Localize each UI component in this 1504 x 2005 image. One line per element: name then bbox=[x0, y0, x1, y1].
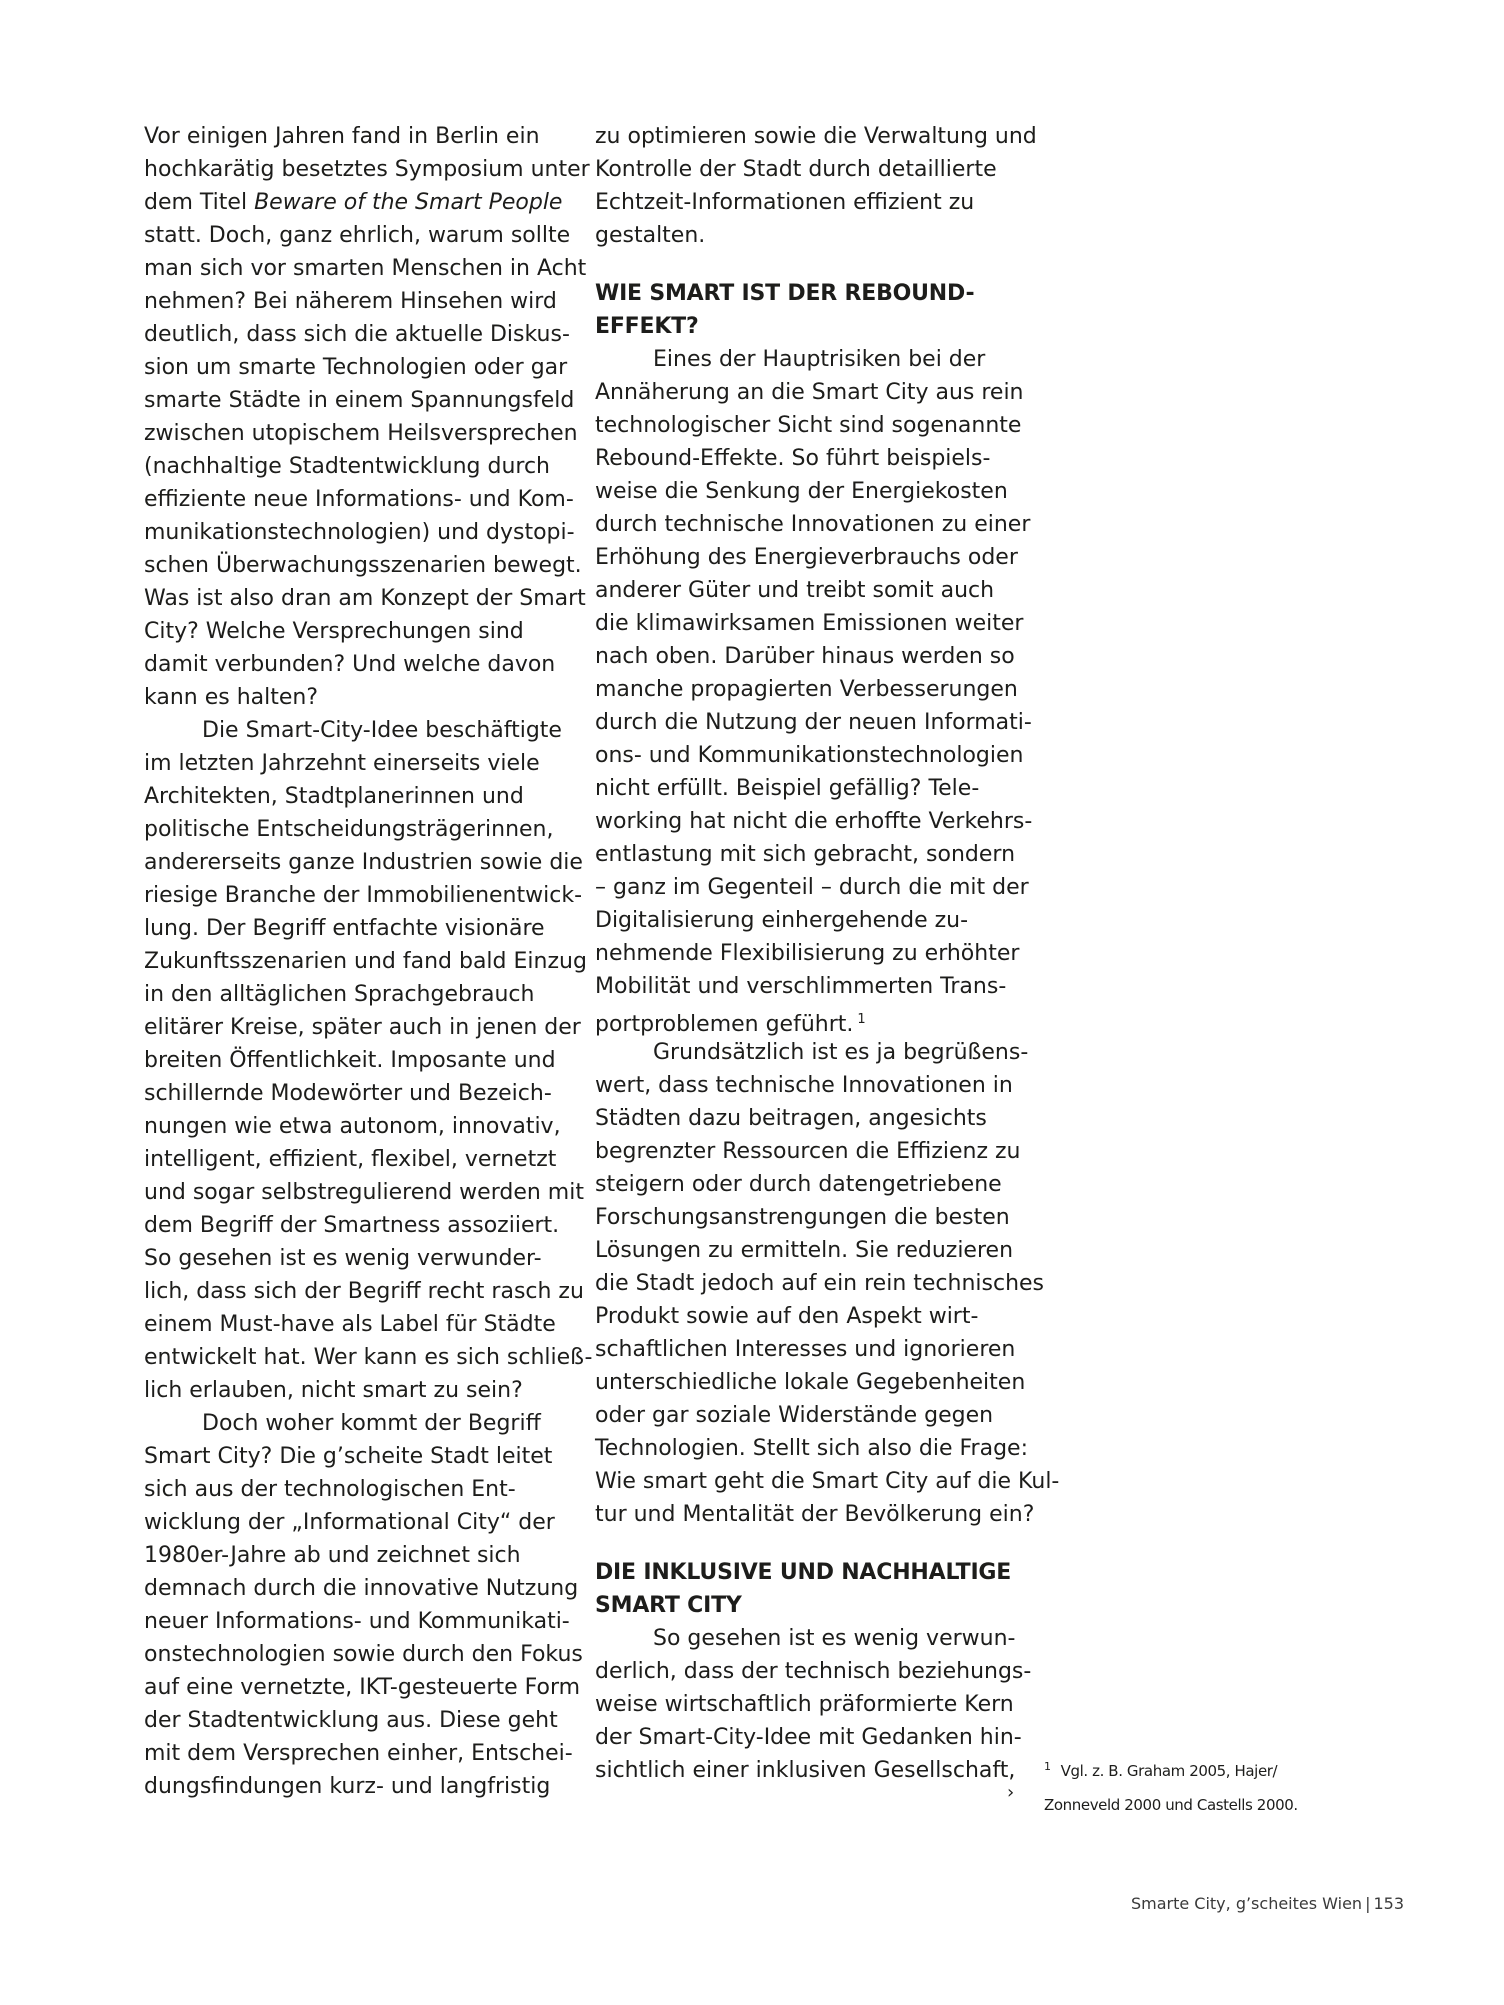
text-line: technologischer Sicht sind sogenannte bbox=[595, 413, 1022, 438]
text-line: Kontrolle der Stadt durch detaillierte bbox=[595, 157, 997, 182]
text-line: man sich vor smarten Menschen in Acht bbox=[144, 256, 587, 281]
text-line: effiziente neue Informations- und Kom- bbox=[144, 487, 574, 512]
text-line: Produkt sowie auf den Aspekt wirt- bbox=[595, 1304, 979, 1329]
paragraph bbox=[144, 120, 590, 714]
text-line: Smart City? Die g’scheite Stadt leitet bbox=[144, 1444, 553, 1469]
text-line: kann es halten? bbox=[144, 685, 319, 710]
left-column bbox=[144, 120, 593, 1803]
text-line: Rebound-Effekte. So führt beispiels- bbox=[595, 446, 991, 471]
spacer bbox=[595, 252, 1015, 277]
text-line: unterschiedliche lokale Gegebenheiten bbox=[595, 1370, 1026, 1395]
text-line: City? Welche Versprechungen sind bbox=[144, 619, 524, 644]
text-line: mit dem Versprechen einher, Entschei- bbox=[144, 1741, 573, 1766]
text-line: Technologien. Stellt sich also die Frage: bbox=[595, 1436, 1028, 1461]
text-line: neuer Informations- und Kommunikati- bbox=[144, 1609, 570, 1634]
text-line: statt. Doch, ganz ehrlich, warum sollte bbox=[144, 223, 571, 248]
text-line: die Stadt jedoch auf ein rein technisches bbox=[595, 1271, 1045, 1296]
text-fragment: dem Titel bbox=[144, 190, 255, 215]
text-line: 1980er-Jahre ab und zeichnet sich bbox=[144, 1543, 521, 1568]
text-line: Erhöhung des Energieverbrauchs oder bbox=[595, 545, 1018, 570]
paragraph bbox=[595, 1036, 1060, 1531]
text-line: manche propagierten Verbesserungen bbox=[595, 677, 1018, 702]
text-line: sichtlich einer inklusiven Gesellschaft, bbox=[595, 1758, 1016, 1783]
text-line: die klimawirksamen Emissionen weiter bbox=[595, 611, 1024, 636]
text-line: sion um smarte Technologien oder gar bbox=[144, 355, 568, 380]
text-line: Annäherung an die Smart City aus rein bbox=[595, 380, 1024, 405]
text-line: entlastung mit sich gebracht, sondern bbox=[595, 842, 1016, 867]
text-line: sich aus der technologischen Ent- bbox=[144, 1477, 516, 1502]
text-line: und sogar selbstregulierend werden mit bbox=[144, 1180, 584, 1205]
text-line: – ganz im Gegenteil – durch die mit der bbox=[595, 875, 1029, 900]
text-line: schen Überwachungsszenarien bewegt. bbox=[144, 553, 582, 578]
text-line: onstechnologien sowie durch den Fokus bbox=[144, 1642, 583, 1667]
section-heading bbox=[595, 277, 1015, 343]
text-line: Forschungsanstrengungen die besten bbox=[595, 1205, 1010, 1230]
text-line: tur und Mentalität der Bevölkerung ein? bbox=[595, 1502, 1035, 1527]
text-line: derlich, dass der technisch beziehungs- bbox=[595, 1659, 1032, 1684]
text-line: Was ist also dran am Konzept der Smart bbox=[144, 586, 586, 611]
footnote-reference[interactable]: 1 bbox=[857, 1012, 866, 1027]
text-line: So gesehen ist es wenig verwun- bbox=[653, 1626, 1016, 1651]
text-line: smarte Städte in einem Spannungsfeld bbox=[144, 388, 575, 413]
text-line: nungen wie etwa autonom, innovativ, bbox=[144, 1114, 561, 1139]
text-line: damit verbunden? Und welche davon bbox=[144, 652, 556, 677]
text-line: weise wirtschaftlich präformierte Kern bbox=[595, 1692, 1014, 1717]
footnote-line: Zonneveld 2000 und Castells 2000. bbox=[1044, 1796, 1298, 1814]
text-line: working hat nicht die erhoffte Verkehrs- bbox=[595, 809, 1033, 834]
paragraph bbox=[595, 120, 1037, 252]
text-line: weise die Senkung der Energiekosten bbox=[595, 479, 1008, 504]
text-line: Eines der Hauptrisiken bei der bbox=[653, 347, 986, 372]
text-line: intelligent, effizient, flexibel, vernetzt bbox=[144, 1147, 557, 1172]
text-line: entwickelt hat. Wer kann es sich schließ- bbox=[144, 1345, 593, 1370]
text-line: lich, dass sich der Begriff recht rasch zu bbox=[144, 1279, 584, 1304]
text-line: durch die Nutzung der neuen Informati- bbox=[595, 710, 1032, 735]
text-line: nicht erfüllt. Beispiel gefällig? Tele- bbox=[595, 776, 980, 801]
text-line: gestalten. bbox=[595, 223, 706, 248]
text-line: zwischen utopischem Heilsversprechen bbox=[144, 421, 578, 446]
text-line: schillernde Modewörter und Bezeich- bbox=[144, 1081, 552, 1106]
text-line: riesige Branche der Immobilienentwick- bbox=[144, 883, 583, 908]
text-line: im letzten Jahrzehnt einerseits viele bbox=[144, 751, 540, 776]
text-line: Architekten, Stadtplanerinnen und bbox=[144, 784, 524, 809]
text-line: der Stadtentwicklung aus. Diese geht bbox=[144, 1708, 558, 1733]
text-line: Echtzeit-Informationen effizient zu bbox=[595, 190, 975, 215]
continue-arrow-icon: › bbox=[1007, 1782, 1015, 1803]
text-line: durch technische Innovationen zu einer bbox=[595, 512, 1031, 537]
right-column bbox=[595, 120, 1060, 1787]
paragraph bbox=[144, 1407, 583, 1803]
text-line: Städten dazu beitragen, angesichts bbox=[595, 1106, 987, 1131]
text-line: oder gar soziale Widerstände gegen bbox=[595, 1403, 994, 1428]
heading-line: WIE SMART IST DER REBOUND- bbox=[595, 281, 975, 306]
text-line bbox=[144, 186, 564, 219]
text-fragment: portproblemen geführt. bbox=[595, 1012, 854, 1037]
page-number: 153 bbox=[1373, 1894, 1404, 1913]
footnote-number: 1 bbox=[1044, 1760, 1051, 1773]
page-footer bbox=[1131, 1894, 1404, 1913]
spacer bbox=[595, 1531, 1015, 1556]
text-line: Lösungen zu ermitteln. Sie reduzieren bbox=[595, 1238, 1014, 1263]
text-line: lich erlauben, nicht smart zu sein? bbox=[144, 1378, 523, 1403]
text-line bbox=[595, 1003, 1015, 1036]
text-line: nehmen? Bei näherem Hinsehen wird bbox=[144, 289, 557, 314]
text-line: einem Must-have als Label für Städte bbox=[144, 1312, 556, 1337]
section-heading bbox=[595, 1556, 1015, 1622]
text-line: begrenzter Ressourcen die Effizienz zu bbox=[595, 1139, 1021, 1164]
text-line: steigern oder durch datengetriebene bbox=[595, 1172, 1002, 1197]
text-line: Wie smart geht die Smart City auf die Kul- bbox=[595, 1469, 1060, 1494]
footnote-line bbox=[1044, 1750, 1364, 1788]
text-line: wicklung der „Informational City“ der bbox=[144, 1510, 555, 1535]
text-line: munikationstechnologien) und dystopi- bbox=[144, 520, 575, 545]
footer-separator: | bbox=[1365, 1894, 1371, 1913]
heading-line: DIE INKLUSIVE UND NACHHALTIGE bbox=[595, 1560, 1012, 1585]
heading-line: EFFEKT? bbox=[595, 314, 699, 339]
text-line: So gesehen ist es wenig verwunder- bbox=[144, 1246, 542, 1271]
text-line: elitärer Kreise, später auch in jenen der bbox=[144, 1015, 581, 1040]
text-line: zu optimieren sowie die Verwaltung und bbox=[595, 124, 1037, 149]
paragraph bbox=[595, 343, 1033, 1037]
paragraph bbox=[595, 1622, 1032, 1787]
text-line: lung. Der Begriff entfachte visionäre bbox=[144, 916, 545, 941]
text-line: wert, dass technische Innovationen in bbox=[595, 1073, 1013, 1098]
footnote bbox=[1044, 1750, 1364, 1822]
text-line: auf eine vernetzte, IKT-gesteuerte Form bbox=[144, 1675, 581, 1700]
text-line: demnach durch die innovative Nutzung bbox=[144, 1576, 579, 1601]
text-line: in den alltäglichen Sprachgebrauch bbox=[144, 982, 535, 1007]
text-line: schaftlichen Interesses und ignorieren bbox=[595, 1337, 1016, 1362]
text-line: Mobilität und verschlimmerten Trans- bbox=[595, 974, 1007, 999]
text-line: der Smart-City-Idee mit Gedanken hin- bbox=[595, 1725, 1022, 1750]
text-line: ons- und Kommunikationstechnologien bbox=[595, 743, 1024, 768]
heading-line: SMART CITY bbox=[595, 1593, 742, 1618]
text-line: anderer Güter und treibt somit auch bbox=[595, 578, 995, 603]
text-line: Zukunftsszenarien und fand bald Einzug bbox=[144, 949, 587, 974]
text-line: Grundsätzlich ist es ja begrüßens- bbox=[653, 1040, 1029, 1065]
text-line: dem Begriff der Smartness assoziiert. bbox=[144, 1213, 560, 1238]
text-line: nehmende Flexibilisierung zu erhöhter bbox=[595, 941, 1020, 966]
text-line: Doch woher kommt der Begriff bbox=[202, 1411, 541, 1436]
text-line: deutlich, dass sich die aktuelle Diskus- bbox=[144, 322, 570, 347]
footnote-text: Vgl. z. B. Graham 2005, Hajer/ bbox=[1060, 1762, 1278, 1780]
text-line: dungsfindungen kurz- und langfristig bbox=[144, 1774, 551, 1799]
text-line: nach oben. Darüber hinaus werden so bbox=[595, 644, 1015, 669]
text-line: andererseits ganze Industrien sowie die bbox=[144, 850, 583, 875]
text-line: Vor einigen Jahren fand in Berlin ein bbox=[144, 124, 540, 149]
text-line: (nachhaltige Stadtentwicklung durch bbox=[144, 454, 550, 479]
text-line: breiten Öffentlichkeit. Imposante und bbox=[144, 1048, 556, 1073]
text-line: Digitalisierung einhergehende zu- bbox=[595, 908, 969, 933]
text-line: Die Smart-City-Idee beschäftigte bbox=[202, 718, 562, 743]
symposium-title: Beware of the Smart People bbox=[254, 190, 563, 215]
paragraph bbox=[144, 714, 593, 1407]
text-line: politische Entscheidungsträgerinnen, bbox=[144, 817, 554, 842]
running-title: Smarte City, g’scheites Wien bbox=[1130, 1894, 1363, 1913]
text-line: hochkarätig besetztes Symposium unter bbox=[144, 157, 590, 182]
